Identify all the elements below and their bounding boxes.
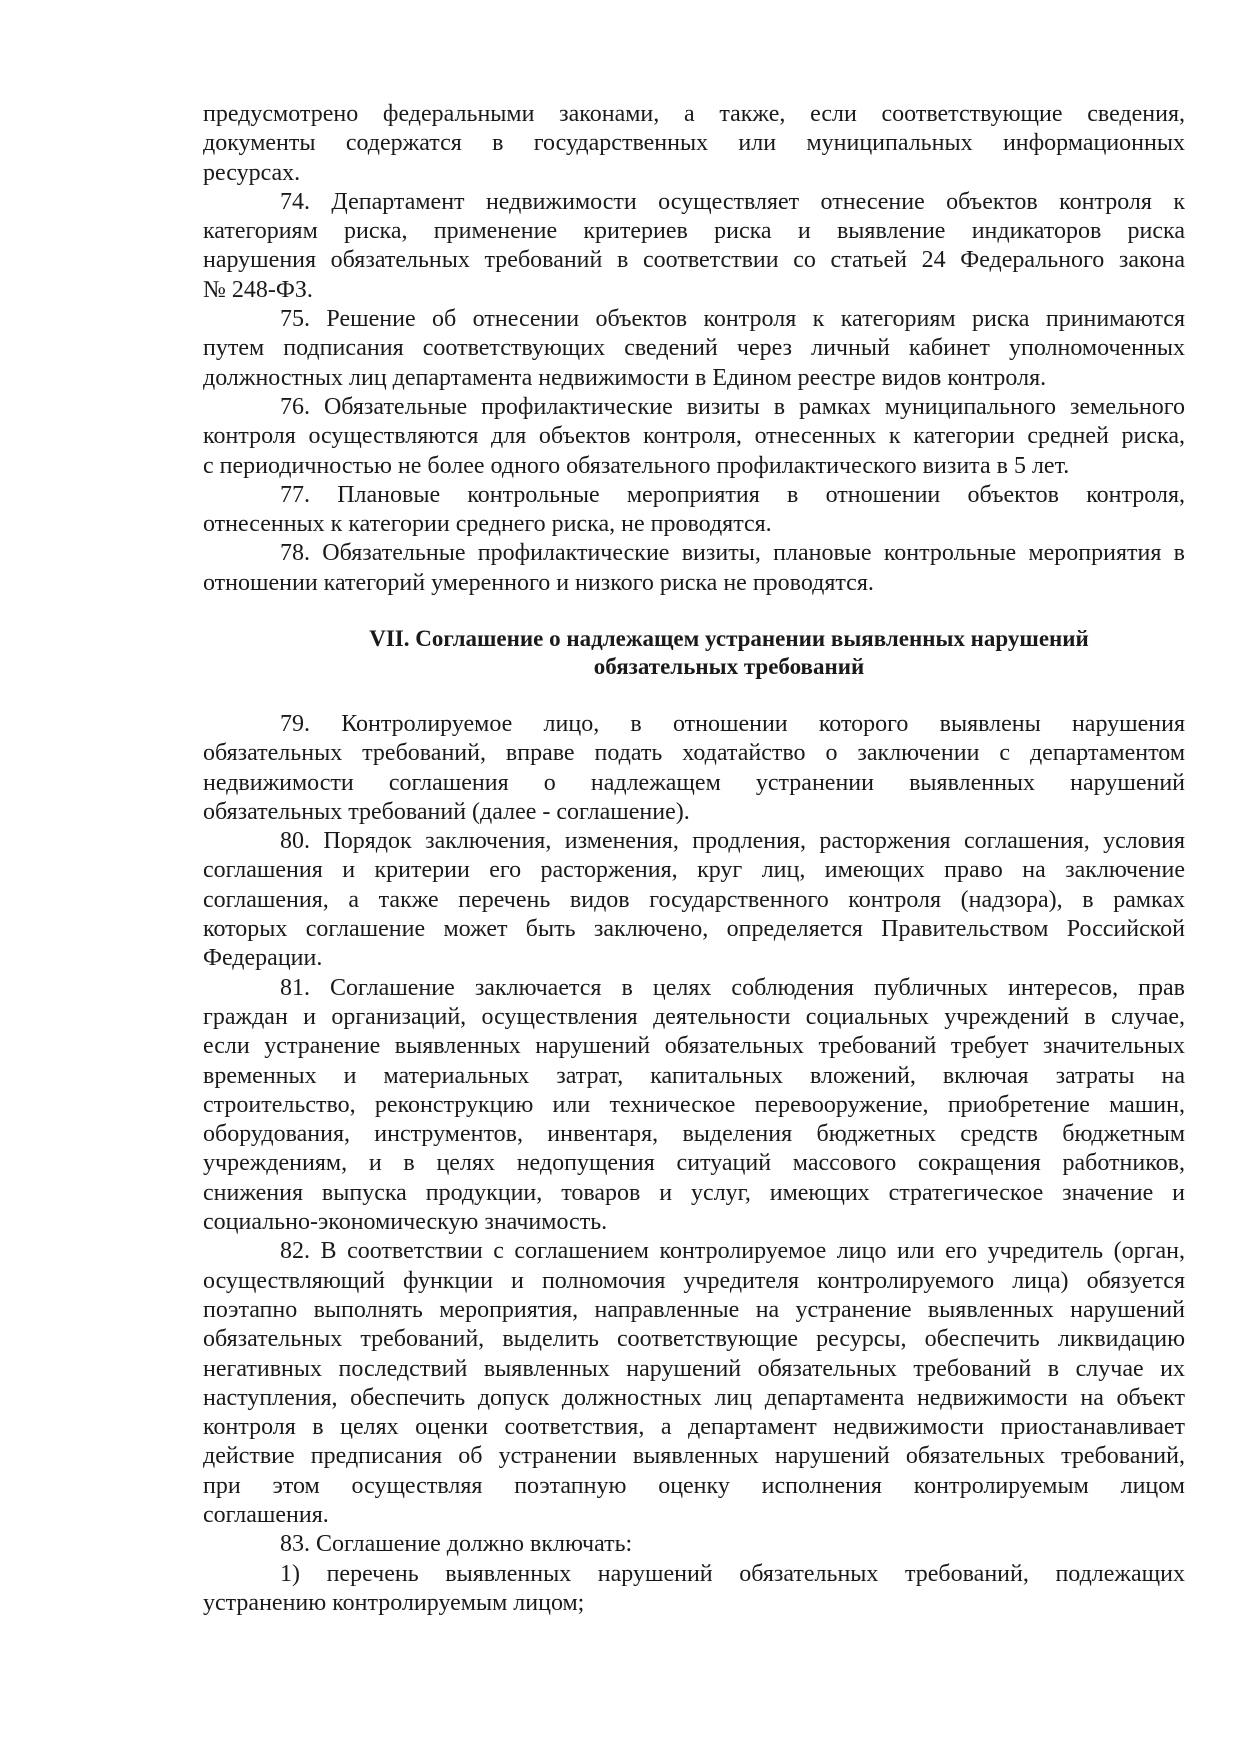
text-line: предусмотрено федеральными законами, а также, если соответствующие сведения, xyxy=(203,101,1185,127)
paragraph xyxy=(203,100,1185,188)
document-text-lower xyxy=(203,710,1185,1618)
text-line: контроля осуществляются для объектов контроля, отнесенных к категории средней риска, xyxy=(203,423,1185,450)
text-line: граждан и организаций, осуществления деятельности социальных учреждений в случае, xyxy=(203,1003,1185,1030)
text-line: нарушения обязательных требований в соответствии со статьей 24 Федерального закона xyxy=(203,247,1185,274)
text-line: 83. Соглашение должно включать: xyxy=(280,1531,633,1558)
text-line: отнесенных к категории среднего риска, не проводятся. xyxy=(203,511,772,538)
text-line: социально-экономическую значимость. xyxy=(203,1209,608,1236)
text-line: негативных последствий выявленных нарушений обязательных требований в случае их xyxy=(203,1355,1185,1382)
text-line: 1) перечень выявленных нарушений обязательных требований, подлежащих xyxy=(280,1560,1185,1587)
text-line: документы содержатся в государственных или муниципальных информационных xyxy=(203,130,1185,157)
document-text-upper xyxy=(203,100,1185,598)
text-line: соглашения и критерии его расторжения, круг лиц, имеющих право на заключение xyxy=(203,857,1185,884)
text-line: при этом осуществляя поэтапную оценку исполнения контролируемым лицом xyxy=(203,1472,1185,1499)
text-line: временных и материальных затрат, капитальных вложений, включая затраты на xyxy=(203,1062,1185,1089)
text-line: снижения выпуска продукции, товаров и услуг, имеющих стратегическое значение и xyxy=(203,1179,1185,1206)
text-line: 80. Порядок заключения, изменения, продления, расторжения соглашения, условия xyxy=(280,828,1185,855)
text-line: № 248-ФЗ. xyxy=(203,276,313,303)
text-line: если устранение выявленных нарушений обязательных требований требует значительных xyxy=(203,1033,1185,1060)
text-line: учреждениям, и в целях недопущения ситуаций массового сокращения работников, xyxy=(203,1150,1185,1177)
paragraph xyxy=(203,1237,1185,1530)
paragraph xyxy=(203,1530,1185,1559)
text-line: путем подписания соответствующих сведений через личный кабинет уполномоченных xyxy=(203,335,1185,362)
text-line: которых соглашение может быть заключено, определяется Правительством Российской xyxy=(203,916,1185,943)
text-line: соглашения. xyxy=(203,1502,329,1529)
text-line: 82. В соответствии с соглашением контролируемое лицо или его учредитель (орган, xyxy=(280,1238,1185,1265)
text-line: контроля в целях оценки соответствия, а департамент недвижимости приостанавливает xyxy=(203,1414,1185,1441)
paragraph xyxy=(203,481,1185,540)
text-line: 81. Соглашение заключается в целях соблюдения публичных интересов, прав xyxy=(280,974,1185,1001)
text-line: наступления, обеспечить допуск должностных лиц департамента недвижимости на объект xyxy=(203,1384,1185,1411)
text-line: действие предписания об устранении выявленных нарушений обязательных требований, xyxy=(203,1443,1185,1470)
text-line: 78. Обязательные профилактические визиты, плановые контрольные мероприятия в xyxy=(280,540,1185,567)
text-line: соглашения, а также перечень видов государственного контроля (надзора), в рамках xyxy=(203,886,1185,913)
paragraph xyxy=(203,710,1185,827)
text-line: оборудования, инструментов, инвентаря, выделения бюджетных средств бюджетным xyxy=(203,1121,1185,1148)
text-line: обязательных требований, вправе подать ходатайство о заключении с департаментом xyxy=(203,740,1185,767)
paragraph xyxy=(203,305,1185,393)
text-line: ресурсах. xyxy=(203,159,301,186)
text-line: осуществляющий функции и полномочия учредителя контролируемого лица) обязуется xyxy=(203,1267,1185,1294)
text-line: строительство, реконструкцию или техническое перевооружение, приобретение машин, xyxy=(203,1091,1185,1118)
paragraph xyxy=(203,188,1185,305)
paragraph xyxy=(203,827,1185,973)
text-line: Федерации. xyxy=(203,945,323,972)
text-line: 77. Плановые контрольные мероприятия в отношении объектов контроля, xyxy=(280,481,1185,508)
text-line: обязательных требований (далее - соглашение). xyxy=(203,798,690,825)
text-line: недвижимости соглашения о надлежащем устранении выявленных нарушений xyxy=(203,769,1185,796)
section-heading xyxy=(203,625,1185,681)
text-line: с периодичностью не более одного обязательного профилактического визита в 5 лет. xyxy=(203,452,1070,479)
paragraph xyxy=(203,539,1185,598)
text-line: 74. Департамент недвижимости осуществляет отнесение объектов контроля к xyxy=(280,188,1185,215)
text-line: категориям риска, применение критериев риска и выявление индикаторов риска xyxy=(203,218,1185,245)
paragraph xyxy=(203,974,1185,1238)
text-line: 75. Решение об отнесении объектов контроля к категориям риска принимаются xyxy=(280,306,1185,333)
text-line: должностных лиц департамента недвижимости в Едином реестре видов контроля. xyxy=(203,364,1047,391)
text-line: 76. Обязательные профилактические визиты в рамках муниципального земельного xyxy=(280,393,1185,420)
paragraph xyxy=(203,1560,1185,1619)
text-line: поэтапно выполнять мероприятия, направленные на устранение выявленных нарушений xyxy=(203,1296,1185,1323)
section-heading-line: VII. Соглашение о надлежащем устранении выявленных нарушений xyxy=(369,626,1089,651)
text-line: устранению контролируемым лицом; xyxy=(203,1589,585,1616)
text-line: обязательных требований, выделить соответствующие ресурсы, обеспечить ликвидацию xyxy=(203,1326,1185,1353)
text-line: 79. Контролируемое лицо, в отношении которого выявлены нарушения xyxy=(280,711,1185,737)
text-line: отношении категорий умеренного и низкого риска не проводятся. xyxy=(203,569,874,596)
paragraph xyxy=(203,393,1185,481)
section-heading-line: обязательных требований xyxy=(593,654,865,679)
